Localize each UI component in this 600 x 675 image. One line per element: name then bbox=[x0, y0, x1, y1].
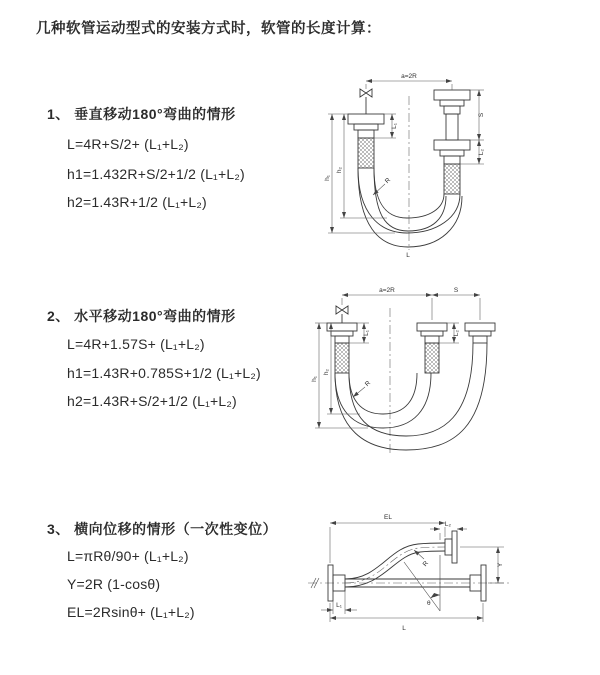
upper-flange-hub bbox=[445, 539, 452, 555]
dim-label-h1: h₁ bbox=[324, 175, 331, 181]
length-label: L bbox=[402, 625, 406, 632]
dim-label-y: Y bbox=[497, 562, 504, 568]
diagram-lateral-displacement bbox=[300, 503, 595, 648]
dim-label-el: EL bbox=[384, 514, 392, 521]
middle-pipe-assembly bbox=[417, 323, 447, 373]
dim-label-l1: L₁ bbox=[391, 123, 398, 129]
section-2-heading: 2、 水平移动180°弯曲的情形 bbox=[47, 308, 236, 324]
valve-icon bbox=[360, 89, 372, 97]
dim-label-a2r: a=2R bbox=[401, 73, 417, 80]
left-pipe-assembly bbox=[348, 89, 384, 168]
page-title: 几种软管运动型式的安装方式时，软管的长度计算： bbox=[36, 21, 381, 37]
dim-label-h1: h₁ bbox=[311, 376, 318, 382]
length-label: L bbox=[406, 252, 410, 259]
diagram-horizontal-180-bend bbox=[308, 282, 593, 462]
right-pipe-assembly bbox=[434, 90, 470, 194]
valve-icon bbox=[336, 306, 348, 314]
dim-label-a2r: a=2R bbox=[379, 287, 395, 294]
right-pipe-assembly bbox=[465, 323, 495, 343]
section-3-formula-Y: Y=2R (1-cosθ) bbox=[67, 576, 161, 592]
upper-flange-plate bbox=[452, 531, 457, 563]
section-2-formula-L: L=4R+1.57S+ (L₁+L₂) bbox=[67, 336, 205, 352]
braided-hose-section bbox=[444, 164, 460, 194]
diagram-vertical-180-bend bbox=[315, 68, 590, 260]
section-2-formula-h2: h2=1.43R+S/2+1/2 (L₁+L₂) bbox=[67, 393, 237, 409]
braided-hose-section bbox=[425, 343, 439, 373]
dim-label-l2: L₂ bbox=[444, 521, 452, 528]
braided-hose-section bbox=[358, 138, 374, 168]
dim-label-s: S bbox=[453, 287, 459, 294]
left-pipe-assembly bbox=[327, 306, 357, 373]
dim-label-l1: L₁ bbox=[336, 602, 342, 609]
dim-label-l2: L₂ bbox=[478, 148, 485, 156]
radius-label: R bbox=[363, 379, 373, 389]
radius-label: R bbox=[383, 176, 393, 186]
dim-label-h2: h₂ bbox=[323, 368, 330, 376]
angle-label: θ bbox=[427, 600, 431, 607]
braided-hose-section bbox=[335, 343, 349, 373]
section-2-formula-h1: h1=1.43R+0.785S+1/2 (L₁+L₂) bbox=[67, 365, 261, 381]
section-3-heading: 3、 横向位移的情形（一次性变位） bbox=[47, 521, 278, 537]
dim-label-l2: L₂ bbox=[453, 329, 460, 337]
section-3-formula-EL: EL=2Rsinθ+ (L₁+L₂) bbox=[67, 604, 195, 620]
radius-label: R bbox=[421, 559, 431, 569]
dim-label-h2: h₂ bbox=[336, 166, 343, 174]
u-bend-hoses bbox=[335, 343, 487, 450]
section-1-formula-h2: h2=1.43R+1/2 (L₁+L₂) bbox=[67, 194, 207, 210]
section-1-formula-L: L=4R+S/2+ (L₁+L₂) bbox=[67, 136, 189, 152]
section-1-heading: 1、 垂直移动180°弯曲的情形 bbox=[47, 106, 236, 122]
section-3-formula-L: L=πRθ/90+ (L₁+L₂) bbox=[67, 548, 189, 564]
section-1-formula-h1: h1=1.432R+S/2+1/2 (L₁+L₂) bbox=[67, 166, 245, 182]
dim-label-l1: L₁ bbox=[363, 330, 370, 336]
dimensions bbox=[321, 514, 504, 632]
dim-label-s: S bbox=[478, 112, 485, 118]
